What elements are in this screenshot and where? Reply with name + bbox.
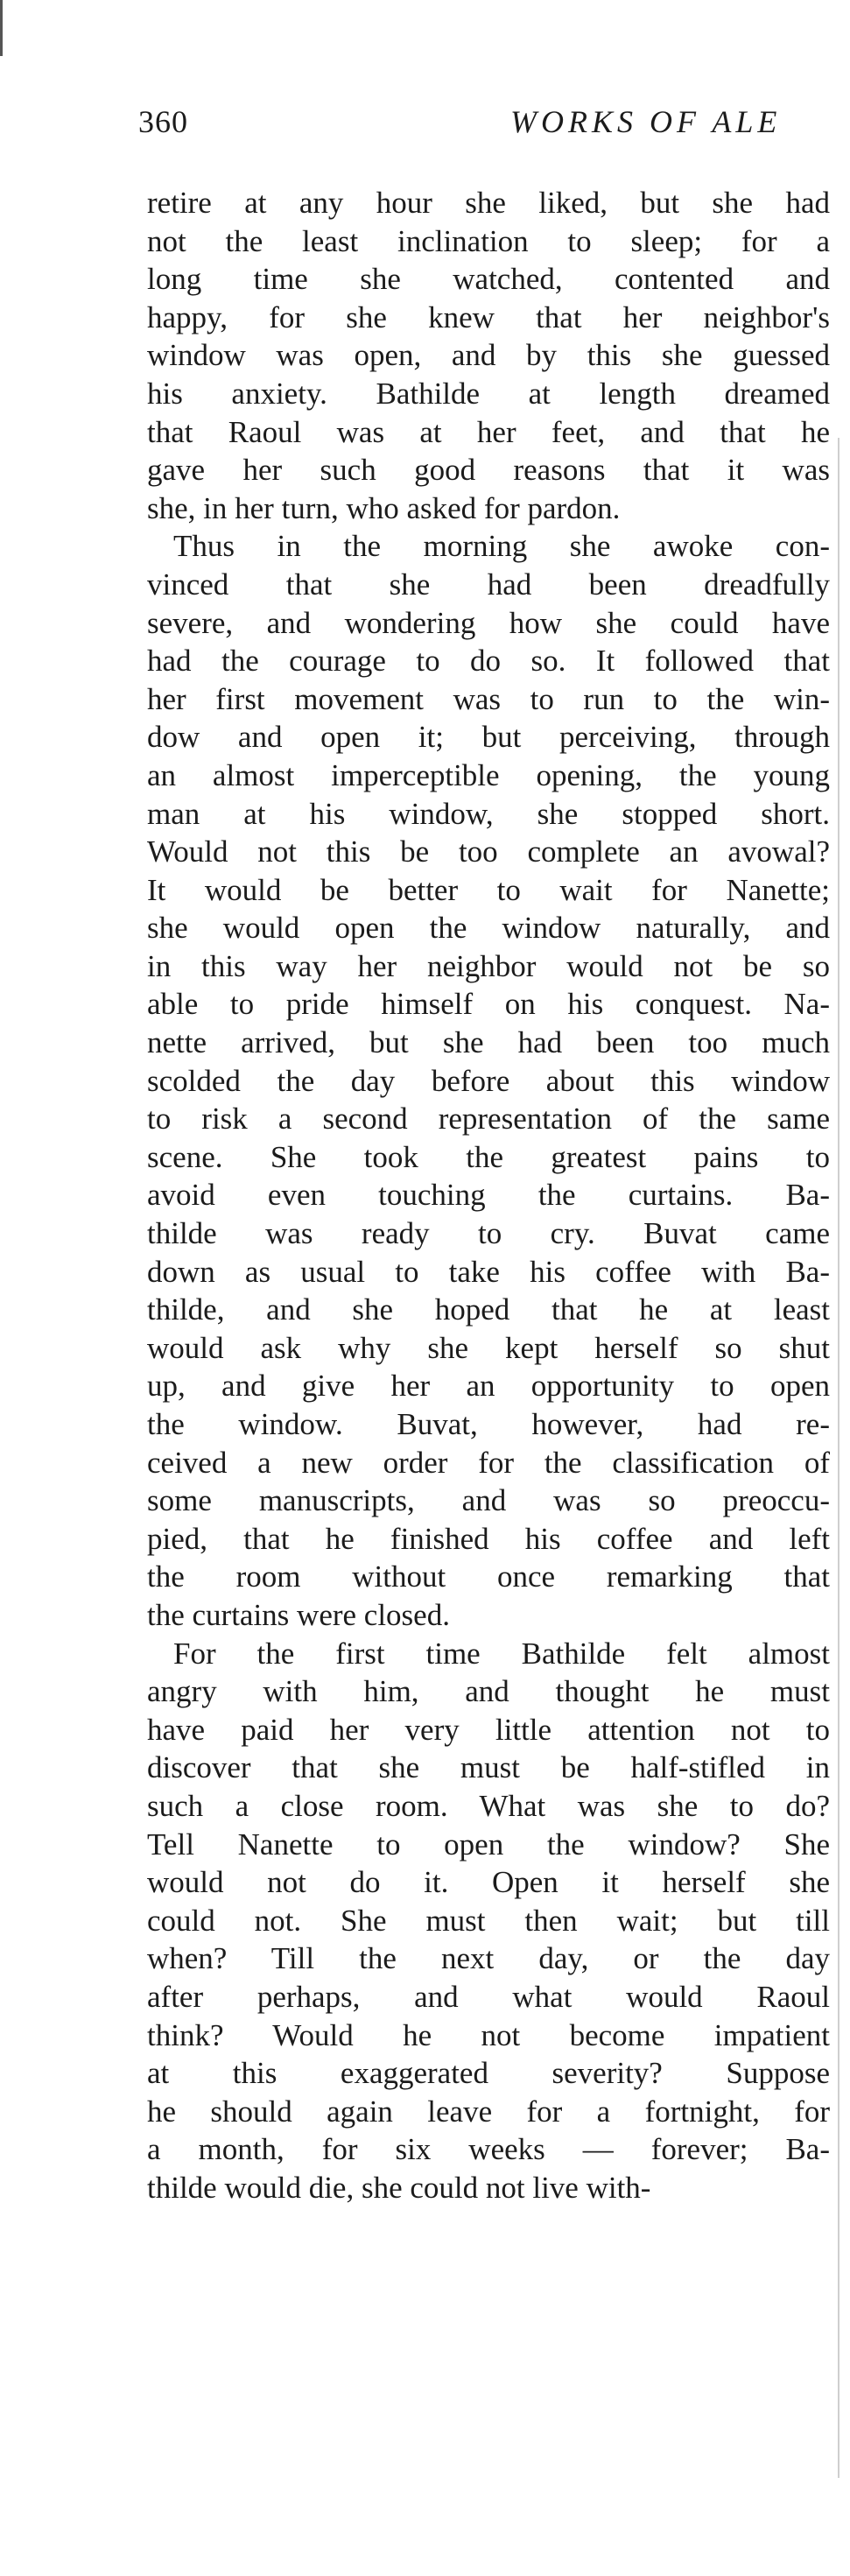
- gutter-shadow-line: [838, 438, 839, 2478]
- text-line: would not do it. Open it herself she: [147, 1865, 830, 1900]
- text-line: happy, for she knew that her neighbor's: [147, 299, 830, 334]
- text-line: pied, that he finished his coffee and left: [147, 1521, 830, 1556]
- text-line: thilde would die, she could not live with-: [147, 2170, 651, 2205]
- paragraph: [147, 184, 830, 527]
- running-head: WORKS OF ALE: [510, 104, 782, 139]
- text-line: dow and open it; but perceiving, through: [147, 720, 830, 755]
- text-line: the room without once remarking that: [147, 1559, 830, 1594]
- text-line: the window. Buvat, however, had re-: [147, 1407, 830, 1441]
- text-line: would ask why she kept herself so shut: [147, 1330, 830, 1365]
- text-line: nette arrived, but she had been too much: [147, 1025, 830, 1060]
- text-line: his anxiety. Bathilde at length dreamed: [147, 376, 830, 411]
- text-line: that Raoul was at her feet, and that he: [147, 414, 830, 449]
- text-line: scolded the day before about this window: [147, 1063, 830, 1098]
- text-line: her first movement was to run to the win-: [147, 681, 830, 716]
- text-line: thilde, and she hoped that he at least: [147, 1292, 830, 1327]
- text-line: long time she watched, contented and: [147, 262, 830, 297]
- text-line: an almost imperceptible opening, the young: [147, 757, 830, 792]
- text-line: not the least inclination to sleep; for a: [147, 223, 830, 258]
- text-line: down as usual to take his coffee with Ba-: [147, 1254, 830, 1289]
- text-line: able to pride himself on his conquest. Na-: [147, 987, 830, 1022]
- text-line: angry with him, and thought he must: [147, 1674, 830, 1709]
- page-header: [138, 103, 850, 156]
- text-line: when? Till the next day, or the day: [147, 1941, 830, 1976]
- text-line: had the courage to do so. It followed that: [147, 644, 830, 679]
- text-line: Would not this be too complete an avowal?: [147, 834, 830, 869]
- text-line: window was open, and by this she guessed: [147, 338, 830, 373]
- text-line: could not. She must then wait; but till: [147, 1903, 830, 1938]
- text-line: he should again leave for a fortnight, for: [147, 2094, 830, 2129]
- text-line: up, and give her an opportunity to open: [147, 1369, 830, 1404]
- text-line: such a close room. What was she to do?: [147, 1788, 830, 1823]
- text-line: vinced that she had been dreadfully: [147, 567, 830, 602]
- text-line: after perhaps, and what would Raoul: [147, 1979, 830, 2014]
- page-edge-rule: [0, 0, 3, 56]
- page-number: 360: [138, 104, 188, 139]
- text-line: she, in her turn, who asked for pardon.: [147, 490, 621, 525]
- text-line: at this exaggerated severity? Suppose: [147, 2056, 830, 2091]
- text-line: Tell Nanette to open the window? She: [147, 1826, 830, 1862]
- text-line: retire at any hour she liked, but she had: [147, 186, 830, 220]
- text-line: scene. She took the greatest pains to: [147, 1139, 830, 1174]
- paragraph: [147, 1635, 830, 2207]
- text-line: a month, for six weeks — forever; Ba-: [147, 2132, 830, 2167]
- text-line: avoid even touching the curtains. Ba-: [147, 1178, 830, 1213]
- text-line: discover that she must be half-stifled in: [147, 1750, 830, 1785]
- text-line: thilde was ready to cry. Buvat came: [147, 1216, 830, 1251]
- text-line: have paid her very little attention not to: [147, 1712, 830, 1747]
- text-line: think? Would he not become impatient: [147, 2017, 830, 2052]
- body-text: [147, 184, 830, 2206]
- text-line: severe, and wondering how she could have: [147, 605, 830, 640]
- text-line: in this way her neighbor would not be so: [147, 948, 830, 983]
- text-line: For the first time Bathilde felt almost: [173, 1636, 830, 1671]
- text-line: gave her such good reasons that it was: [147, 453, 830, 488]
- text-line: Thus in the morning she awoke con-: [173, 529, 830, 564]
- text-line: man at his window, she stopped short.: [147, 796, 830, 831]
- paragraph: [147, 527, 830, 1634]
- text-line: ceived a new order for the classification of: [147, 1445, 830, 1480]
- text-line: It would be better to wait for Nanette;: [147, 872, 830, 907]
- text-line: the curtains were closed.: [147, 1597, 450, 1632]
- text-line: she would open the window naturally, and: [147, 911, 830, 946]
- text-line: some manuscripts, and was so preoccu-: [147, 1483, 830, 1518]
- text-line: to risk a second representation of the same: [147, 1101, 830, 1137]
